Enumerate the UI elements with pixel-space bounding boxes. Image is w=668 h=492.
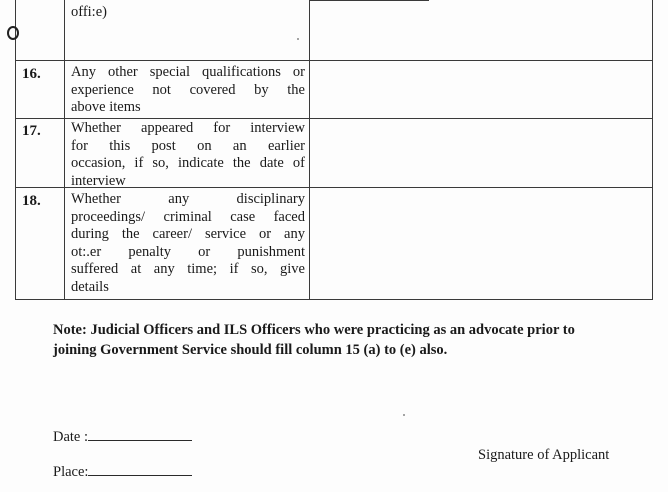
question-line: Any other special qualifications or xyxy=(71,64,305,80)
signature-label: Signature of Applicant xyxy=(478,447,610,463)
date-blank-line xyxy=(88,428,192,441)
place-blank-line xyxy=(88,463,192,476)
question-line: Whether any disciplinary xyxy=(71,191,305,207)
question-line: interview xyxy=(71,172,126,189)
row-divider xyxy=(16,118,652,119)
column-divider-serial xyxy=(64,0,65,299)
place-field xyxy=(53,463,192,481)
question-line: suffered at any time; if so, give xyxy=(71,261,305,277)
serial-number: 17. xyxy=(22,123,41,139)
question-line: Whether appeared for interview xyxy=(71,120,305,136)
question-line: above items xyxy=(71,99,141,115)
question-line: experience not covered by the xyxy=(71,81,305,98)
scan-speck xyxy=(403,414,405,416)
form-table xyxy=(15,0,653,300)
note-text: Judicial Officers and ILS Officers who were practicing as an advocate prior to xyxy=(86,322,575,338)
scan-speck xyxy=(297,38,299,40)
question-line: during the career/ service or any xyxy=(71,226,305,242)
question-line: details xyxy=(71,278,109,295)
question-line: ot:.er penalty or punishment xyxy=(71,243,305,260)
question-text xyxy=(71,191,305,296)
serial-number: 18. xyxy=(22,193,41,209)
question-text xyxy=(71,64,305,117)
note-line xyxy=(53,320,613,340)
question-line: offi:e) xyxy=(71,4,107,20)
date-label: Date : xyxy=(53,429,89,445)
question-text-continuation xyxy=(71,4,305,22)
note-label: Note: xyxy=(53,322,87,338)
question-line: for this post on an earlier xyxy=(71,137,305,154)
question-text xyxy=(71,120,305,190)
note-block xyxy=(53,320,613,360)
row-divider xyxy=(16,60,652,61)
binder-hole-icon xyxy=(7,26,19,40)
column-divider-answer xyxy=(309,0,310,299)
date-field xyxy=(53,428,192,446)
serial-number: 16. xyxy=(22,66,41,82)
question-line: occasion, if so, indicate the date of xyxy=(71,155,305,171)
question-line: proceedings/ criminal case faced xyxy=(71,208,305,225)
place-label: Place: xyxy=(53,464,89,480)
note-line: joining Government Service should fill column 15 (a) to (e) also. xyxy=(53,342,448,358)
table-top-border-fragment xyxy=(309,0,429,1)
